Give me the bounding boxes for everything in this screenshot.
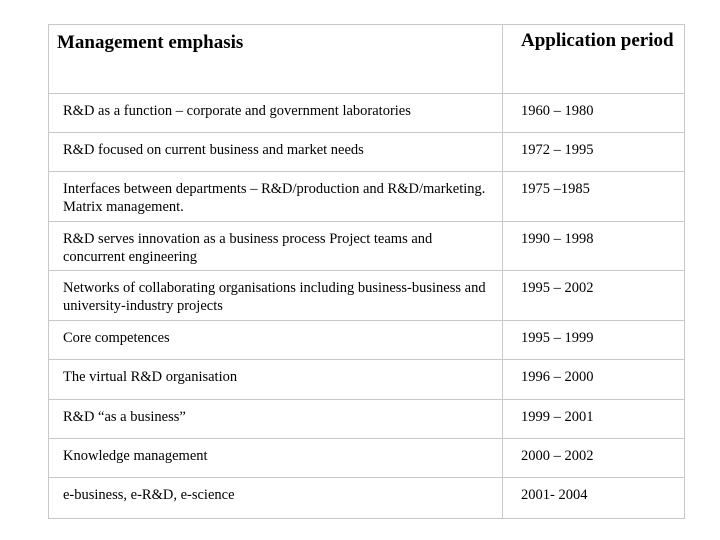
emphasis-cell: Interfaces between departments – R&D/production and R&D/marketing. Matrix management.	[49, 172, 503, 222]
period-cell: 1995 – 1999	[503, 321, 685, 360]
period-cell: 2001- 2004	[503, 478, 685, 519]
emphasis-cell: The virtual R&D organisation	[49, 360, 503, 400]
table-row	[49, 133, 685, 172]
period-cell: 1990 – 1998	[503, 222, 685, 271]
period-cell: 1995 – 2002	[503, 271, 685, 321]
emphasis-cell: R&D focused on current business and market needs	[49, 133, 503, 172]
emphasis-cell: Core competences	[49, 321, 503, 360]
table-row	[49, 271, 685, 321]
table-row	[49, 321, 685, 360]
period-cell: 1996 – 2000	[503, 360, 685, 400]
header-management-emphasis: Management emphasis	[49, 25, 503, 94]
emphasis-cell: R&D serves innovation as a business process Project teams and concurrent engineering	[49, 222, 503, 271]
table-row	[49, 222, 685, 271]
emphasis-cell: R&D as a function – corporate and government laboratories	[49, 94, 503, 133]
header-application-period: Application period	[503, 25, 685, 94]
period-cell: 2000 – 2002	[503, 439, 685, 478]
management-emphasis-table	[48, 24, 685, 519]
period-cell: 1999 – 2001	[503, 400, 685, 439]
table-row	[49, 172, 685, 222]
table-row	[49, 439, 685, 478]
emphasis-cell: R&D “as a business”	[49, 400, 503, 439]
table-row	[49, 94, 685, 133]
table-header-row	[49, 25, 685, 94]
emphasis-cell: e-business, e-R&D, e-science	[49, 478, 503, 519]
period-cell: 1972 – 1995	[503, 133, 685, 172]
period-cell: 1975 –1985	[503, 172, 685, 222]
table-row	[49, 478, 685, 519]
period-cell: 1960 – 1980	[503, 94, 685, 133]
table-row	[49, 360, 685, 400]
emphasis-cell: Networks of collaborating organisations including business-business and university-industry projects	[49, 271, 503, 321]
emphasis-cell: Knowledge management	[49, 439, 503, 478]
table-row	[49, 400, 685, 439]
